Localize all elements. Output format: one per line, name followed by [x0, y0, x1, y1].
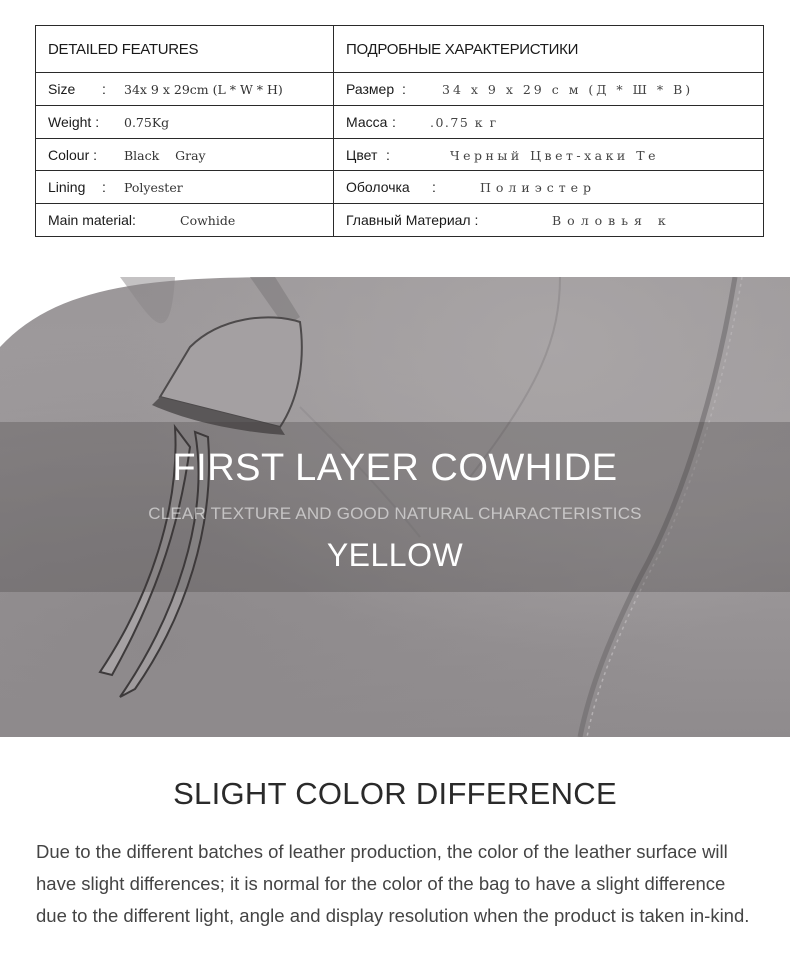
spec-value: .0.75 к г: [430, 114, 498, 130]
banner-subtitle: CLEAR TEXTURE AND GOOD NATURAL CHARACTERISTICS: [148, 504, 642, 523]
spec-row-material: [36, 204, 764, 237]
spec-sep: :: [386, 146, 390, 163]
spec-label: Масса: [346, 113, 388, 130]
spec-sep: :: [432, 179, 436, 196]
spec-value: Полиэстер: [480, 180, 597, 196]
spec-label: Weight :: [48, 113, 100, 130]
spec-cell-en: [36, 73, 334, 106]
spec-cell-en: [36, 105, 334, 138]
spec-cell-en: [36, 204, 334, 237]
spec-label: Оболочка: [346, 179, 410, 196]
spec-value: 0.75Kg: [124, 114, 170, 130]
spec-label: Lining: [48, 179, 86, 196]
spec-row-weight: [36, 105, 764, 138]
banner-title: FIRST LAYER COWHIDE: [172, 447, 618, 489]
spec-cell-ru: [334, 171, 764, 204]
spec-sep: :: [102, 80, 106, 97]
spec-value: 34 х 9 х 29 с м (Д * Ш * В): [442, 81, 694, 97]
header-ru: ПОДРОБНЫЕ ХАРАКТЕРИСТИКИ: [334, 26, 764, 73]
spec-label: Главный Материал :: [346, 212, 479, 229]
spec-sep: :: [102, 179, 106, 196]
spec-row-size: [36, 73, 764, 106]
spec-value: Воловья к: [552, 213, 672, 229]
spec-label: Размер: [346, 80, 395, 97]
spec-value: 34x 9 x 29cm (L * W * H): [124, 81, 283, 97]
spec-sep: :: [402, 80, 406, 97]
spec-table: [35, 25, 764, 237]
spec-cell-ru: [334, 204, 764, 237]
strap-shadow: [120, 277, 175, 323]
notice-title: SLIGHT COLOR DIFFERENCE: [173, 776, 617, 811]
spec-value: Cowhide: [180, 213, 236, 229]
spec-label: Size: [48, 80, 76, 97]
spec-label: Colour :: [48, 146, 98, 163]
spec-cell-ru: [334, 73, 764, 106]
spec-sep: :: [392, 113, 396, 130]
spec-cell-ru: [334, 105, 764, 138]
spec-label: Main material:: [48, 212, 136, 229]
notice-body: Due to the different batches of leather production, the color of the leather surface will have slight differences; it is normal for the color of the bag to have a slight difference due to the different light, angle and display resolution when the product is taken in-kind.: [36, 841, 750, 926]
spec-cell-ru: [334, 138, 764, 171]
spec-value: Black Gray: [124, 147, 206, 163]
spec-label: Цвет: [346, 146, 378, 163]
spec-row-colour: [36, 138, 764, 171]
spec-value: Черный Цвет-хаки Те: [450, 147, 659, 163]
leather-photo: [0, 277, 790, 737]
spec-cell-en: [36, 171, 334, 204]
banner-color-label: YELLOW: [326, 537, 464, 573]
spec-cell-en: [36, 138, 334, 171]
spec-row-lining: [36, 171, 764, 204]
header-en: DETAILED FEATURES: [36, 26, 334, 73]
spec-table-header: [36, 26, 764, 73]
spec-value: Polyester: [124, 180, 183, 196]
